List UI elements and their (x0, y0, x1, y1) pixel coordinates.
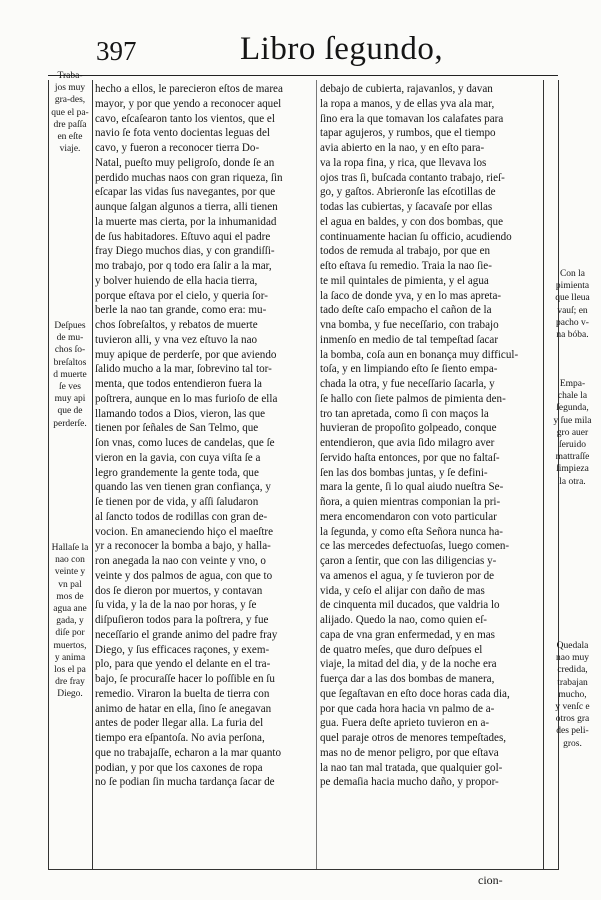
text-line: al ſancto todos de rodillas con gran de- (95, 510, 268, 523)
text-line: eſto eſtava ſu remedio. Traia la nao ſie- (320, 260, 492, 272)
text-line: menta, que todos entendieron fuera la (95, 378, 262, 390)
text-line: de ſus habitadores. Eſtuvo aqui el padre (95, 230, 271, 243)
text-line: ſino era la que tomavan los calafates para (320, 112, 504, 125)
text-line: todos de remuda al trabajo, por que en (320, 245, 491, 258)
catchword: cion- (478, 873, 503, 887)
text-line: avia abierto en la nao, y en eſto para- (320, 142, 485, 154)
note-line: ſimpieza (556, 464, 589, 475)
inner-left-rule (92, 80, 93, 870)
note-line: ſe ves (59, 382, 81, 393)
text-line: continuamente hacian ſu officio, acudiendo (320, 230, 512, 243)
note-line: Deſpues (54, 321, 86, 331)
note-line: breſaltos (53, 357, 87, 368)
note-line: vauſ; en (557, 305, 588, 316)
note-line: gro auer (556, 427, 589, 438)
text-line: ſon vnas, como luces de candelas, que ſe (95, 437, 275, 449)
text-line: antes de poder llegar alla. La furia del (95, 717, 264, 730)
outer-left-rule (48, 80, 49, 870)
text-line: inmenſo en medio de tal tempeſtad ſacar (320, 333, 499, 346)
margin-note-left-2 (50, 320, 90, 430)
text-line: eſcapar las vidas ſus navegantes, por que (95, 186, 276, 199)
note-line: chos ſo- (54, 345, 86, 356)
note-line: dre fray (55, 677, 85, 688)
margin-note-right-2 (546, 378, 599, 488)
text-line: vieron en la gavia, con cuya viſta ſe a (95, 451, 261, 464)
note-line: d muerte (53, 369, 87, 380)
text-line: ñora, a quien mientras componian la pri- (320, 496, 501, 508)
text-line: viaje, la mitad del dia, y de la noche era (320, 658, 497, 671)
margin-note-left-1 (50, 70, 90, 155)
text-line: ſalido mucho a la mar, ſobrevino tal tor- (95, 363, 272, 376)
text-line: cavo, eſcaſearon tanto los vientos, que el (95, 112, 275, 125)
text-line: ſu vida, y la de la nao por horas, y ſe (95, 599, 257, 612)
note-line: Empa- (559, 379, 586, 389)
text-line: mo trabajo, por q todo era ſalir a la mar, (95, 260, 272, 272)
text-line: mera encomendaron con voto particular (320, 510, 497, 523)
note-line: perderſe. (53, 418, 87, 429)
margin-note-right-1 (546, 268, 599, 341)
text-line: llamando todos a Dios, vieron, las que (95, 407, 266, 420)
text-line: tado deſte caſo empacho el cañon de la (320, 304, 492, 317)
text-line: quel paraje otros de menores tempeſtades, (320, 732, 507, 744)
note-line: los el pa (54, 665, 86, 676)
header-rule (48, 75, 558, 76)
note-line: mattraſſe (555, 452, 590, 463)
text-line: la ropa a manos, y de ellas yva ala mar, (320, 97, 495, 110)
text-line: el agua en baldes, y con dos bombas, que (320, 215, 503, 228)
note-line: nao muy (556, 653, 589, 664)
text-line: mayor, y por que yendo a reconocer aquel (95, 97, 282, 110)
column-divider-rule (316, 80, 317, 870)
note-line: viaje. (59, 144, 81, 155)
note-line: ſegunda, (556, 403, 589, 414)
note-line: Con la (559, 269, 586, 279)
text-line: bajo, ſe procuraſſe hacer lo poſſible en ſu (95, 673, 275, 685)
text-line: ſervido haſta entonces, por que no faltaſ- (320, 451, 500, 464)
text-line: mara la gente, ſi lo qual aiudo nueſtra Se- (320, 481, 504, 494)
text-line: Diego, y ſus efficaces raçones, y exem- (95, 643, 270, 656)
text-line: te mil quintales de pimienta, y el agua (320, 274, 489, 287)
note-line: y anima (54, 652, 86, 663)
text-line: legro grandemente la gente toda, que (95, 466, 259, 479)
text-column-right (320, 82, 540, 790)
text-line: la bomba, coſa aun en bonança muy difficul- (320, 348, 519, 361)
text-line: no ſe podian ſin mucha tardança ſacar de (95, 776, 275, 789)
text-line: vna bomba, y fue neceſſario, con trabajo (320, 319, 499, 331)
note-line: na bóba. (556, 330, 589, 341)
text-line: diſpuſieron todos para la poſtrera, y fue (95, 614, 269, 626)
note-line: muy api (54, 394, 86, 405)
text-line: Natal, pueſto muy peligroſo, donde ſe an (95, 156, 275, 169)
text-line: tuvieron alli, y vna vez eſtuvo la nao (95, 333, 258, 346)
note-line: que de (57, 406, 83, 417)
text-line: la muerte mas cierta, por la inhumanidad (95, 215, 277, 228)
note-line: gada, y (56, 616, 84, 627)
text-line: tapar agujeros, y rumbos, que el tiempo (320, 127, 496, 140)
text-line: plo, para que yendo el delante en el tra- (95, 658, 271, 671)
note-line: pacho v- (556, 317, 589, 328)
note-line: Diego. (57, 689, 83, 700)
text-line: vida, y ceſo el alijar con daño de mas (320, 584, 485, 597)
text-line: perdido muchas naos con gran riqueza, ſin (95, 171, 283, 184)
note-line: gros. (563, 738, 582, 749)
note-line: nao con (55, 555, 85, 566)
note-line: credida, (557, 665, 588, 676)
text-line: podian, y por que los caxones de ropa (95, 761, 263, 774)
text-line: chos ſobreſaltos, y rebatos de muerte (95, 319, 258, 331)
text-line: yr a reconocer la bomba a bajo, y halla- (95, 540, 271, 553)
note-line: veinte y (54, 567, 86, 578)
note-line: la otra. (559, 476, 586, 487)
text-line: va amenos el agua, y ſe tuvieron por de (320, 569, 495, 582)
text-line: alijado. Quedo la nao, como quien eſ- (320, 614, 487, 626)
text-line: capa de vna gran enfermedad, y en mas (320, 628, 495, 641)
note-line: mucho, (558, 689, 587, 700)
text-line: huvieran de propoſito golpeado, conque (320, 422, 497, 435)
inner-right-rule (543, 80, 544, 870)
text-line: ojos tras ſi, buſcada contanto trabajo, rieſ- (320, 171, 505, 184)
note-line: Hallaſe la (51, 543, 89, 553)
text-line: pe demaſia hacia mucho daño, y propor- (320, 776, 499, 789)
text-line: que ſegaſtavan en eſto doce horas cada dia, (320, 687, 510, 700)
text-line: animo de hatar en ella, ſino ſe anegavan (95, 702, 272, 715)
text-line: fray Diego muchos dias, y con grandiſſi- (95, 245, 275, 258)
text-line: ce las mercedes defectuoſas, luego comen- (320, 540, 510, 553)
text-line: ron anegada la nao con veinte y vno, o (95, 555, 266, 567)
note-line: de mu- (56, 333, 84, 344)
note-line: des peli- (556, 726, 589, 737)
note-line: diſe por (55, 628, 85, 639)
text-line: la ſegunda, y como eſta Señora nunca ha- (320, 525, 503, 538)
text-line: remedio. Viraron la buelta de tierra con (95, 687, 270, 700)
text-column-left (95, 82, 311, 790)
page-number: 397 (96, 36, 137, 66)
text-line: y bolver huiendo de ella hacia tierra, (95, 274, 258, 287)
text-line: entendieron, que avia ſido milagro aver (320, 437, 495, 449)
text-line: mas no de menor peligro, por que eſtava (320, 746, 499, 759)
text-line: tiempo era eſpantoſa. No avia perſona, (95, 732, 265, 744)
note-line: agua ane (53, 604, 87, 615)
text-line: çaron a ſentir, que con las diligencias y- (320, 555, 497, 567)
text-line: debajo de cubierta, rajavanlos, y davan (320, 83, 493, 95)
note-line: Traba- (57, 71, 83, 81)
text-line: va la ropa fina, y rica, que llevava los (320, 156, 487, 169)
text-line: quando las ven tienen gran confiança, y (95, 481, 271, 494)
bottom-rule (48, 869, 558, 870)
text-line: go, y gaſtos. Abrieronſe las eſcotillas de (320, 186, 496, 199)
text-line: cavo, y fueron a reconocer tierra Do- (95, 142, 260, 154)
text-line: navio ſe fota vento docientas leguas del (95, 127, 270, 140)
text-line: ſen las dos bombas juntas, y ſe defini- (320, 466, 488, 479)
note-line: trabajan (557, 677, 588, 688)
note-line: que lleua (555, 293, 590, 304)
note-line: ſeruido (559, 440, 586, 451)
note-line: vn pal (58, 579, 82, 590)
margin-note-right-3 (546, 640, 599, 750)
text-line: que no trabajaſſe, echaron a la mar quanto (95, 746, 282, 759)
note-line: chale la (557, 391, 588, 402)
text-line: la ſaco de donde yva, y en lo mas apreta- (320, 289, 502, 302)
text-line: por que cada hora hacia vn palmo de a- (320, 702, 495, 715)
text-line: de quatro meſes, que duro deſpues el (320, 643, 483, 656)
text-line: ſe hallo con ſiete palmos de pimienta den- (320, 392, 506, 405)
note-line: en eſte (57, 132, 83, 143)
text-line: hecho a ellos, le parecieron eſtos de marea (95, 83, 283, 95)
note-line: Quedala (556, 641, 589, 651)
text-line: aunque ſalgan algunos a tierra, alli tienen (95, 201, 278, 213)
text-line: la nao tan mal tratada, que qualquier gol- (320, 761, 503, 774)
note-line: muertos, (53, 640, 87, 651)
text-line: gua. Fuera deſte aprieto tuvieron en a- (320, 717, 490, 730)
text-line: ſe tienen por de vida, y aſſi ſaludaron (95, 496, 259, 508)
note-line: jos muy (54, 83, 86, 94)
running-head: Libro ſegundo, (240, 31, 444, 67)
text-line: vocion. En amaneciendo hiço el maeſtre (95, 525, 274, 538)
note-line: otros gra (555, 714, 590, 725)
text-line: de cinquenta mil ducados, que valdria lo (320, 599, 500, 612)
text-line: porque eſtava por el cielo, y queria ſor- (95, 289, 268, 302)
text-line: berle la nao tan grande, como era: mu- (95, 304, 267, 317)
margin-note-left-3 (50, 542, 90, 701)
text-line: poſtrera, aunque en lo mas furioſo de ella (95, 392, 278, 405)
text-line: tro tan apretada, como ſi con maços la (320, 407, 489, 420)
note-line: mos de (56, 591, 84, 602)
text-line: neceſſario el grande animo del padre fray (95, 628, 278, 641)
note-line: pimienta (555, 281, 590, 292)
text-line: chada la otra, y fue neceſſario ſacarla, y (320, 378, 495, 390)
text-line: dos ſe dieron por muertos, y contavan (95, 584, 263, 597)
text-line: veinte y dos palmos de agua, con que to (95, 569, 273, 582)
text-line: todas las cubiertas, y ſacavaſe por ellas (320, 201, 493, 213)
note-line: gra-des, (54, 95, 86, 106)
text-line: muy apique de perderſe, por que aviendo (95, 348, 277, 361)
note-line: que el pa- (51, 107, 89, 118)
text-line: toſa, y en limpiando eſto ſe ſiento empa- (320, 363, 498, 376)
note-line: y venſc e (555, 702, 590, 713)
text-line: tienen por ſeñales de San Telmo, que (95, 422, 259, 435)
text-line: fuerça dar a las dos bombas de manera, (320, 673, 495, 685)
note-line: dre paſſa (53, 119, 87, 130)
note-line: y ſue mila (553, 415, 592, 426)
